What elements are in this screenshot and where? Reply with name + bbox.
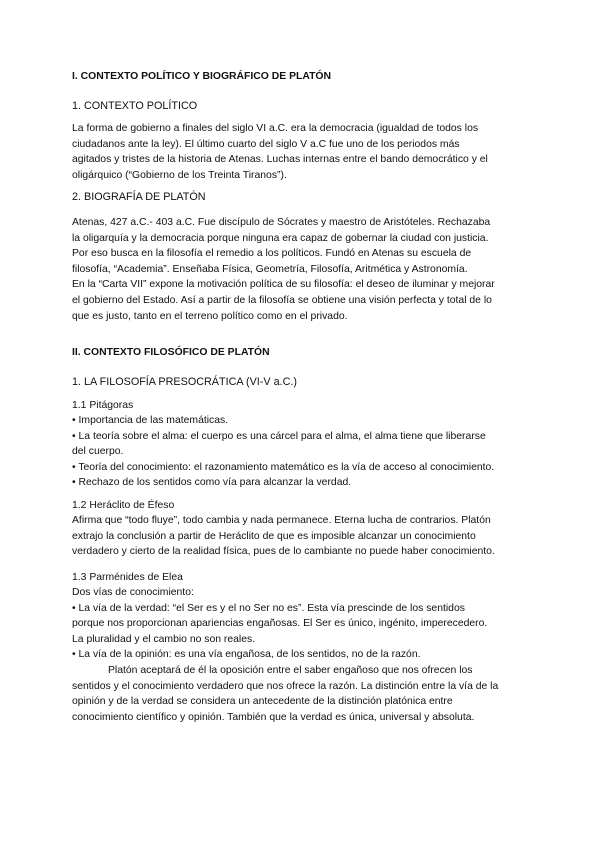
- text-line: que es justo, tanto en el terreno político como en el privado.: [72, 310, 348, 322]
- heraclito-body: [72, 513, 534, 560]
- text-line: filosofía, “Academia”. Enseñaba Física, Geometría, Filosofía, Aritmética y Astronomía.: [72, 263, 468, 275]
- text-line: verdadero y cierto de la realidad física, pues de lo cambiante no puede haber conocimiento.: [72, 546, 495, 558]
- section-2-title: II. CONTEXTO FILOSÓFICO DE PLATÓN: [72, 347, 270, 358]
- list-item: • La vía de la opinión: es una vía engañosa, de los sentidos, no de la razón.: [72, 649, 421, 661]
- contexto-politico-heading: 1. CONTEXTO POLÍTICO: [72, 100, 198, 112]
- pitagoras-heading: 1.1 Pitágoras: [72, 400, 134, 411]
- text-line: sentidos y el conocimiento verdadero que nos ofrece la razón. La distinción entre la vía de la: [72, 680, 499, 692]
- text-line: el gobierno del Estado. Así a partir de la filosofía se obtiene una visión perfecta y total de lo: [72, 294, 492, 306]
- biografia-body: [72, 215, 534, 324]
- text-line: ciudadanos ante la ley). El último cuarto del siglo V a.C fue uno de los periodos más: [72, 138, 460, 150]
- text-line: La pluralidad y el cambio no son reales.: [72, 633, 256, 645]
- contexto-politico-body: [72, 121, 534, 183]
- list-item: • Rechazo de los sentidos como vía para alcanzar la verdad.: [72, 477, 352, 489]
- list-item: • Teoría del conocimiento: el razonamiento matemático es la vía de acceso al conocimiento.: [72, 461, 495, 473]
- text-line: Dos vías de conocimiento:: [72, 587, 194, 598]
- presocratica-heading: 1. LA FILOSOFÍA PRESOCRÁTICA (VI-V a.C.): [72, 376, 297, 388]
- list-item: • La vía de la verdad: “el Ser es y el no Ser no es”. Esta vía prescinde de los sentidos: [72, 602, 465, 614]
- heraclito-heading: 1.2 Heráclito de Éfeso: [72, 500, 175, 511]
- text-line: Por eso busca en la filosofía el remedio a los políticos. Fundó en Atenas su escuela de: [72, 248, 472, 260]
- section-1-title: I. CONTEXTO POLÍTICO Y BIOGRÁFICO DE PLATÓN: [72, 71, 332, 82]
- text-line: extrajo la conclusión a partir de Heráclito de que es imposible alcanzar un conocimiento: [72, 530, 476, 542]
- text-line: oligárquico (“Gobierno de los Treinta Tiranos”).: [72, 169, 287, 181]
- text-line: porque nos proporcionan apariencias engañosas. El Ser es único, ingénito, imperecedero.: [72, 618, 488, 630]
- text-line: del cuerpo.: [72, 446, 124, 458]
- text-line: la oligarquía y la democracia porque ninguna era capaz de gobernar la ciudad con justicia.: [72, 232, 489, 244]
- parmenides-heading: 1.3 Parménides de Elea: [72, 572, 183, 583]
- text-line: opinión y de la verdad se considera un antecedente de la distinción platónica entre: [72, 696, 453, 708]
- text-line: Afirma que “todo fluye”, todo cambia y nada permanece. Eterna lucha de contrarios. Platón: [72, 515, 491, 526]
- biografia-heading: 2. BIOGRAFÍA DE PLATÓN: [72, 191, 206, 203]
- text-line: Atenas, 427 a.C.- 403 a.C. Fue discípulo de Sócrates y maestro de Aristóteles. Rechazaba: [72, 217, 491, 228]
- list-item: • La teoría sobre el alma: el cuerpo es una cárcel para el alma, el alma tiene que liberarse: [72, 430, 486, 442]
- parmenides-body: [72, 585, 534, 725]
- text-line: Platón aceptará de él la oposición entre el saber engañoso que nos ofrecen los: [108, 664, 473, 676]
- text-line: La forma de gobierno a finales del siglo VI a.C. era la democracia (igualdad de todos los: [72, 123, 479, 134]
- pitagoras-body: [72, 413, 534, 491]
- list-item: • Importancia de las matemáticas.: [72, 415, 229, 426]
- text-line: agitados y tristes de la historia de Atenas. Luchas internas entre el bando democrático y el: [72, 154, 488, 166]
- text-line: En la “Carta VII” expone la motivación política de su filosofía: el deseo de iluminar y mejorar: [72, 279, 495, 291]
- text-line: conocimiento científico y opinión. También que la verdad es única, universal y absoluta.: [72, 711, 475, 723]
